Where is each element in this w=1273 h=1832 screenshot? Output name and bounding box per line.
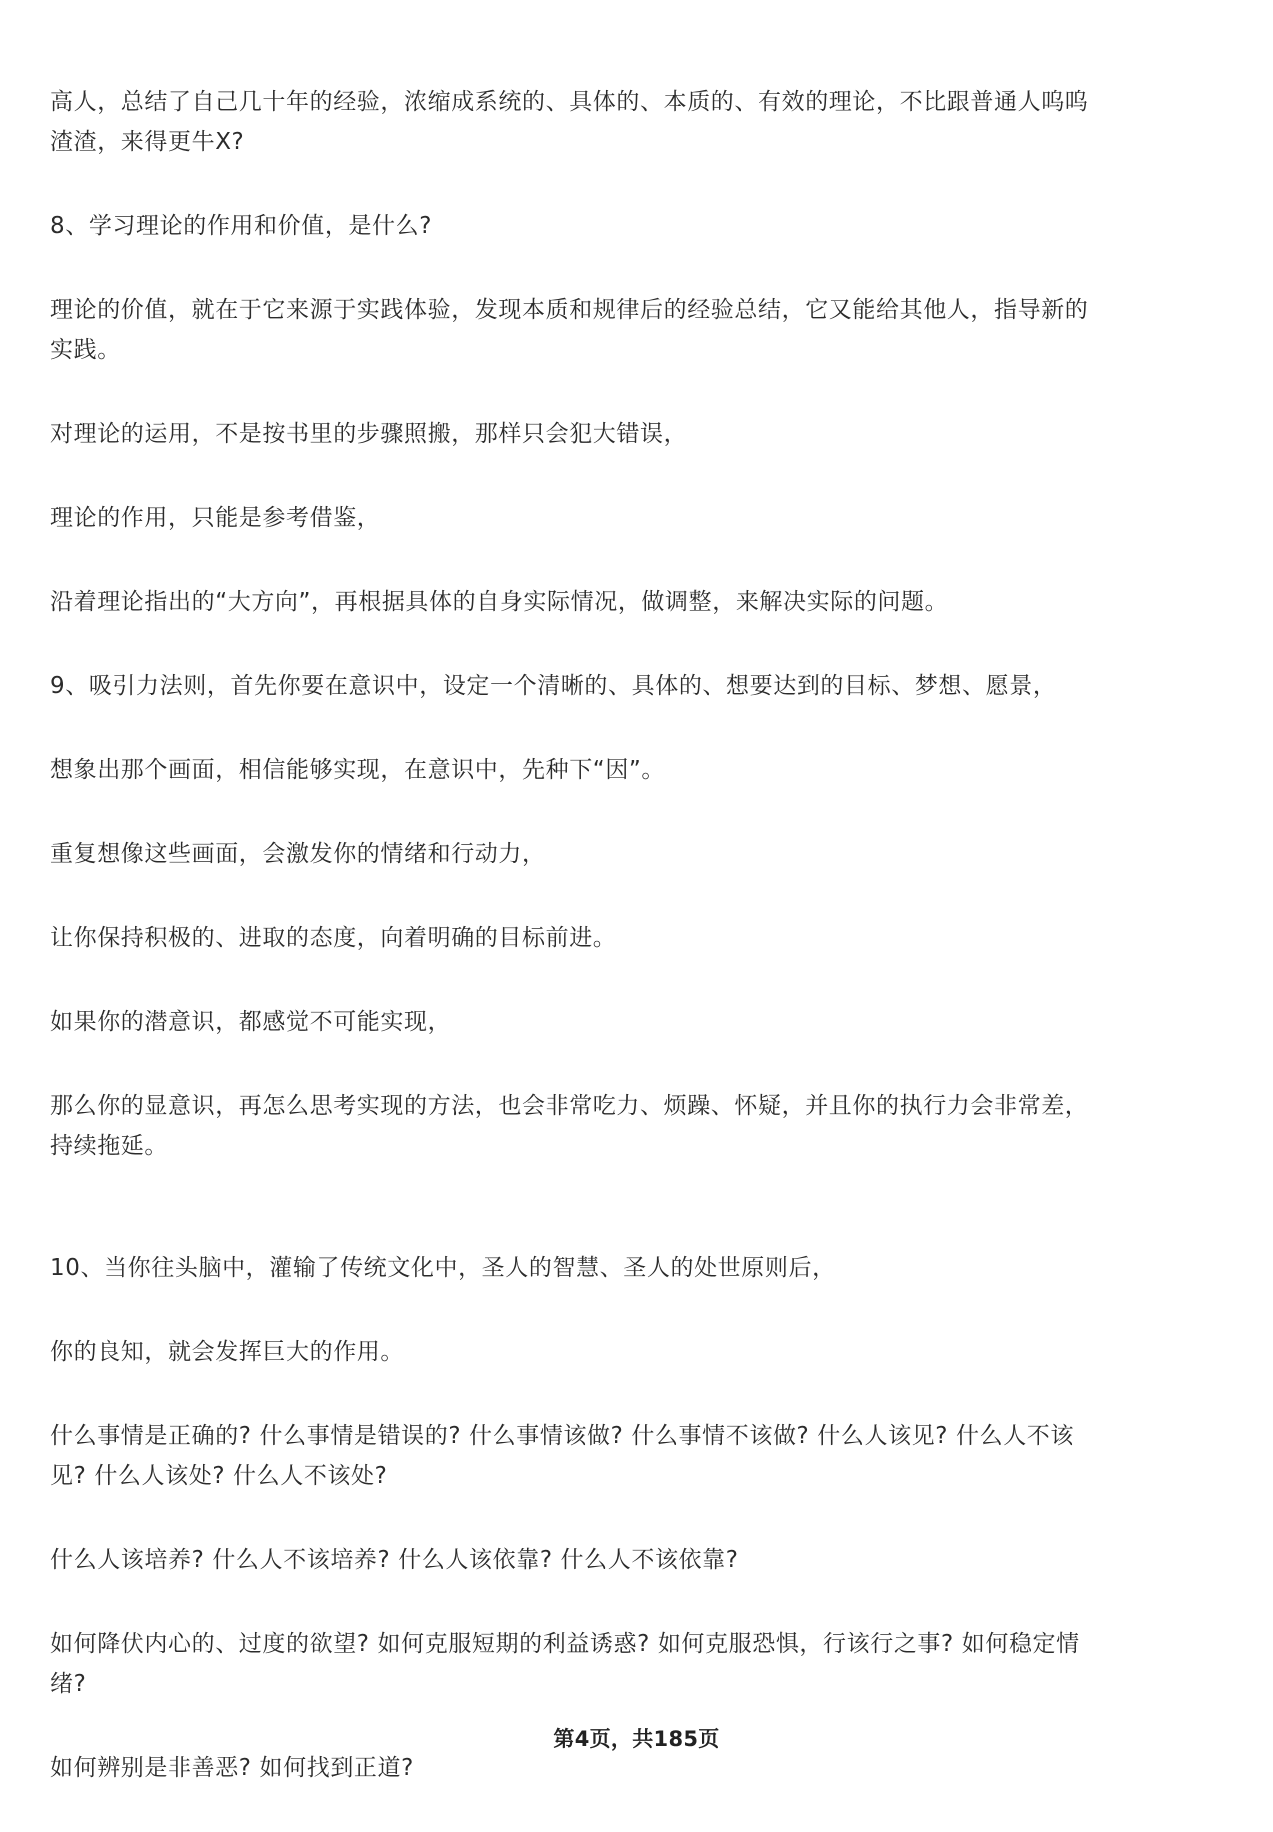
document-body [50,82,1210,1832]
paragraph-questions-good-evil: 如何辨别是非善恶? 如何找到正道? [50,1755,414,1781]
paragraph-questions-right-wrong: 什么事情是正确的? 什么事情是错误的? 什么事情该做? 什么事情不该做? 什么人该见? 什么人不该 见? 什么人该处? 什么人不该处? [50,1423,1074,1489]
page-number: 第4页，共185页 [553,1727,720,1751]
paragraph-imagine-picture: 想象出那个画面，相信能够实现，在意识中，先种下“因”。 [50,757,666,783]
paragraph-intro-conclusion: 高人，总结了自己几十年的经验，浓缩成系统的、具体的、本质的、有效的理论，不比跟普通人呜呜 渣渣，来得更牛X? [50,89,1089,155]
heading-item-8: 8、学习理论的作用和价值，是什么? [50,213,433,239]
paragraph-theory-value: 理论的价值，就在于它来源于实践体验，发现本质和规律后的经验总结，它又能给其他人，指导新的 实践。 [50,297,1089,363]
paragraph-positive-attitude: 让你保持积极的、进取的态度，向着明确的目标前进。 [50,925,617,951]
paragraph-theory-usage: 对理论的运用，不是按书里的步骤照搬，那样只会犯大错误， [50,421,688,447]
paragraph-repeat-imagine: 重复想像这些画面，会激发你的情绪和行动力， [50,841,546,867]
paragraph-questions-desire: 如何降伏内心的、过度的欲望? 如何克服短期的利益诱惑? 如何克服恐惧，行该行之事? 如何稳定情 绪? [50,1631,1080,1697]
heading-item-9: 9、吸引力法则，首先你要在意识中，设定一个清晰的、具体的、想要达到的目标、梦想、愿景， [50,673,1057,699]
heading-item-10: 10、当你往头脑中，灌输了传统文化中，圣人的智慧、圣人的处世原则后， [50,1255,836,1281]
paragraph-conscious-mind: 那么你的显意识，再怎么思考实现的方法，也会非常吃力、烦躁、怀疑，并且你的执行力会非常差， 持续拖延。 [50,1093,1089,1159]
paragraph-conscience: 你的良知，就会发挥巨大的作用。 [50,1339,404,1365]
paragraph-theory-direction: 沿着理论指出的“大方向”，再根据具体的自身实际情况，做调整，来解决实际的问题。 [50,589,949,615]
paragraph-theory-role: 理论的作用，只能是参考借鉴， [50,505,381,531]
paragraph-subconscious: 如果你的潜意识，都感觉不可能实现， [50,1009,452,1035]
paragraph-questions-people: 什么人该培养? 什么人不该培养? 什么人该依靠? 什么人不该依靠? [50,1547,739,1573]
